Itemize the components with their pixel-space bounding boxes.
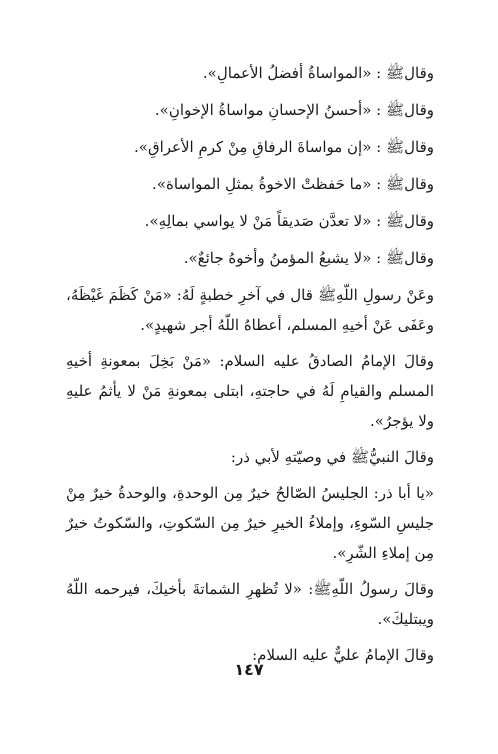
hadith-paragraph: وقالﷺ : «المواساةُ أفضلُ الأعمالِ». — [202, 64, 434, 82]
page-number: ١٤٧ — [234, 660, 264, 679]
hadith-paragraph: وقالﷺ : «أحسنُ الإحسانِ مواساةُ الإخوانِ». — [154, 101, 434, 119]
hadith-paragraph: وقالَ رسولُ اللّهِﷺ: «لا تُظهرِ الشماتةَ بأخيكَ، فيرحمه اللّهُ ويبتليكَ». — [66, 580, 434, 628]
hadith-paragraph: وقالَ الإمامُ عليٌّ عليه السلام: — [252, 646, 434, 664]
page-body — [66, 58, 434, 670]
hadith-paragraph: وقالﷺ : «إن مواساةَ الرفاقِ مِنْ كرمِ الأعراقِ». — [134, 138, 434, 156]
hadith-paragraph: وقالَ النبيُّﷺ في وصيّتهِ لأبي ذر: — [230, 448, 434, 466]
hadith-paragraph: وقالَ الإمامُ الصادقُ عليه السلام: «مَنْ بَخِلَ بمعونةِ أخيهِ المسلم والقيامِ لَهُ في حاجتهِ، ابتلى بمعونةِ مَنْ لا يأثمُ عليهِ ولا يؤجرُ». — [66, 352, 434, 430]
hadith-paragraph: وقالﷺ : «لا يشبعُ المؤمنُ وأخوهُ جائعٌ». — [183, 249, 434, 267]
hadith-paragraph: «يا أبا ذر: الجليسُ الصّالحُ خيرٌ مِن الوحدةِ، والوحدةُ خيرٌ مِنْ جليسِ السّوءِ، وإملاءُ الخيرِ خيرٌ مِن السّكوتِ، والسّكوتُ خيرٌ مِن إملاءِ الشّرِ». — [66, 484, 434, 562]
hadith-paragraph: وعَنْ رسولِ اللّهِﷺ قال في آخرِ خطبةٍ لَهُ: «مَنْ كَظَمَ غَيْظَهُ، وعَفَى عَنْ أخيهِ المسلم، أعطاهُ اللّهُ أجر شهيدٍ». — [66, 286, 434, 334]
hadith-paragraph: وقالﷺ : «ما حَفظتْ الاخوةُ بمثلِ المواساة». — [152, 175, 434, 193]
hadith-paragraph: وقالﷺ : «لا تعدَّن صَديقاً مَنْ لا يواسي بمالِهِ». — [144, 212, 434, 230]
